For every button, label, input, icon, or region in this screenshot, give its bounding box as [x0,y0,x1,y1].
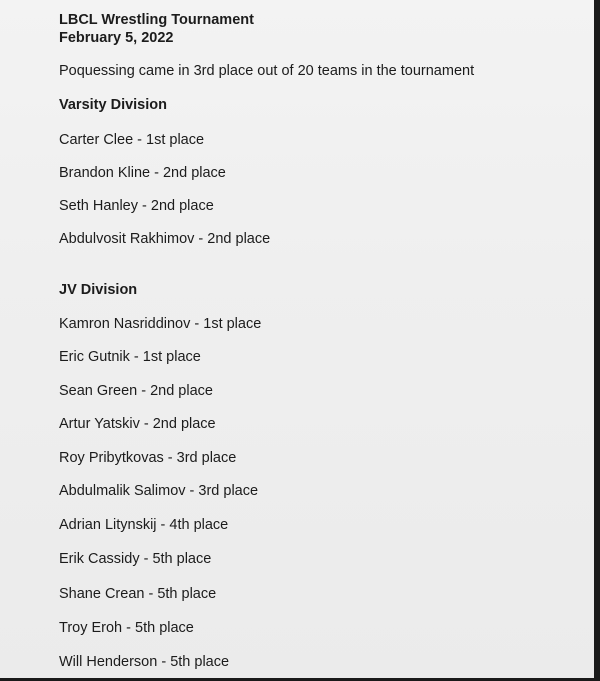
title-text: LBCL Wrestling Tournament [59,12,254,28]
list-item: Eric Gutnik - 1st place [59,349,201,365]
list-item: Abdulmalik Salimov - 3rd place [59,483,259,499]
list-item: Artur Yatskiv - 2nd place [59,416,216,432]
summary-text: Poquessing came in 3rd place out of 20 teams in the tournament [59,63,475,79]
list-item: Roy Pribytkovas - 3rd place [59,450,237,466]
list-item: Kamron Nasriddinov - 1st place [59,316,262,332]
list-item: Seth Hanley - 2nd place [59,198,214,214]
list-item: Carter Clee - 1st place [59,132,205,148]
list-item: Abdulvosit Rakhimov - 2nd place [59,231,271,247]
list-item: Will Henderson - 5th place [59,654,230,670]
list-item: Sean Green - 2nd place [59,383,213,399]
jv-heading: JV Division [59,282,138,298]
document-title [59,11,254,47]
date-text: February 5, 2022 [59,30,174,46]
list-item: Adrian Litynskij - 4th place [59,517,229,533]
list-item: Shane Crean - 5th place [59,586,217,602]
list-item: Brandon Kline - 2nd place [59,165,226,181]
varsity-heading: Varsity Division [59,97,167,113]
list-item: Troy Eroh - 5th place [59,620,194,636]
list-item: Erik Cassidy - 5th place [59,551,212,567]
